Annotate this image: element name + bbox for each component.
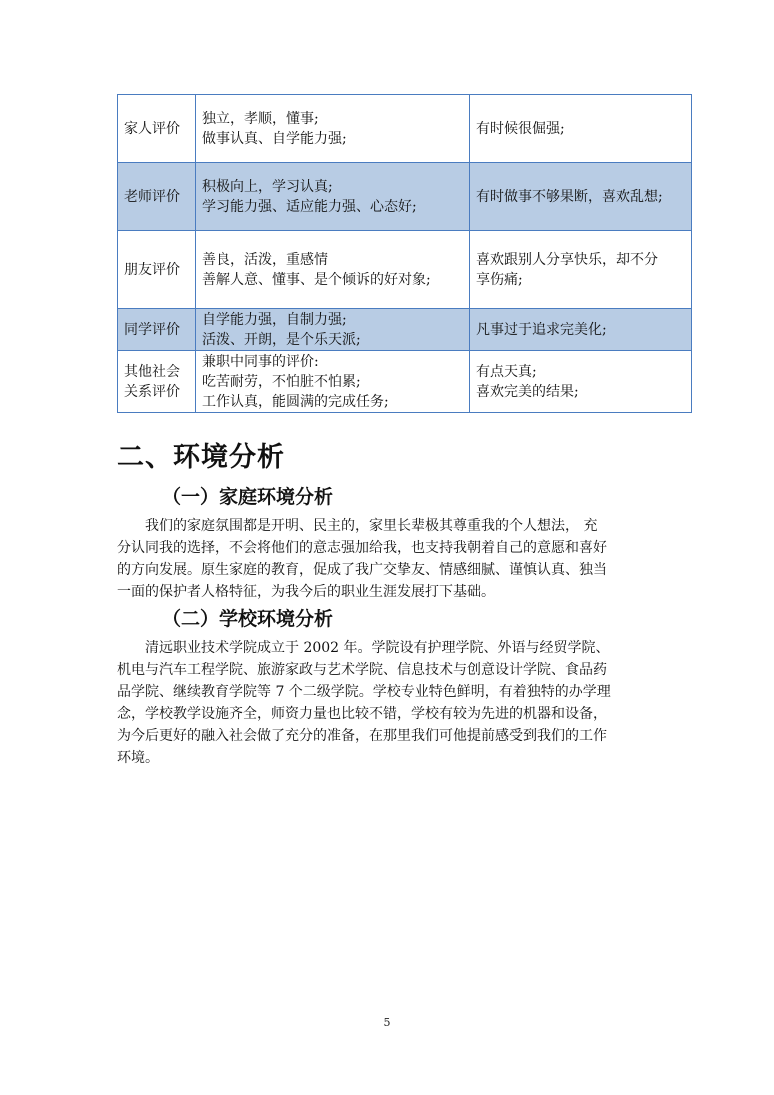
school-heading: （二）学校环境分析 <box>162 608 334 630</box>
strengths-cell <box>196 163 470 231</box>
paragraph-line: 念，学校教学设施齐全，师资力量也比较不错，学校有较为先进的机器和设备， <box>117 706 607 722</box>
paragraph-line: 环境。 <box>117 750 159 766</box>
category-cell <box>118 95 196 163</box>
cell-line: 喜欢跟别人分享快乐，却不分 <box>476 251 658 268</box>
paragraph-line: 分认同我的选择，不会将他们的意志强加给我，也支持我朝着自己的意愿和喜好 <box>117 540 607 556</box>
cell-line: 工作认真，能圆满的完成任务; <box>202 393 389 410</box>
cell-line: 善解人意、懂事、是个倾诉的好对象; <box>202 271 431 288</box>
paragraph-line: 我们的家庭氛围都是开明、民主的，家里长辈极其尊重我的个人想法， 充 <box>145 518 598 534</box>
paragraph-line: 的方向发展。原生家庭的教育，促成了我广交挚友、情感细腻、谨慎认真、独当 <box>117 562 607 578</box>
cell-line: 学习能力强、适应能力强、心态好; <box>202 198 417 215</box>
cell-line: 同学评价 <box>124 321 180 338</box>
cell-line: 喜欢完美的结果; <box>476 383 579 400</box>
cell-line: 吃苦耐劳，不怕脏不怕累; <box>202 373 361 390</box>
weaknesses-cell <box>470 163 692 231</box>
weaknesses-cell <box>470 351 692 413</box>
table-row <box>118 95 692 163</box>
family-paragraph <box>117 515 691 603</box>
cell-line: 享伤痛; <box>476 271 523 288</box>
paragraph-line: 为今后更好的融入社会做了充分的准备，在那里我们可他提前感受到我们的工作 <box>117 728 607 744</box>
cell-line: 善良，活泼，重感情 <box>202 251 328 268</box>
strengths-cell <box>196 95 470 163</box>
weaknesses-cell <box>470 95 692 163</box>
cell-line: 家人评价 <box>124 120 180 137</box>
table-row <box>118 351 692 413</box>
weaknesses-cell <box>470 309 692 351</box>
cell-line: 积极向上，学习认真; <box>202 178 333 195</box>
paragraph-line: 品学院、继续教育学院等 7 个二级学院。学校专业特色鲜明，有着独特的办学理 <box>117 684 611 700</box>
cell-line: 自学能力强，自制力强; <box>202 311 347 328</box>
category-cell <box>118 163 196 231</box>
cell-line: 兼职中同事的评价: <box>202 353 319 370</box>
table-row <box>118 231 692 309</box>
weaknesses-cell <box>470 231 692 309</box>
cell-line: 有时候很倔强; <box>476 120 565 137</box>
paragraph-line: 清远职业技术学院成立于 2002 年。学院设有护理学院、外语与经贸学院、 <box>145 640 610 656</box>
page-number: 5 <box>383 1016 391 1029</box>
category-cell <box>118 351 196 413</box>
table-row <box>118 163 692 231</box>
family-heading: （一）家庭环境分析 <box>162 486 334 508</box>
strengths-cell <box>196 351 470 413</box>
paragraph-line: 机电与汽车工程学院、旅游家政与艺术学院、信息技术与创意设计学院、食品药 <box>117 662 607 678</box>
category-cell <box>118 309 196 351</box>
paragraph-line: 一面的保护者人格特征，为我今后的职业生涯发展打下基础。 <box>117 584 495 600</box>
cell-line: 其他社会 <box>124 363 180 380</box>
strengths-cell <box>196 309 470 351</box>
cell-line: 做事认真、自学能力强; <box>202 130 347 147</box>
cell-line: 关系评价 <box>124 383 180 400</box>
cell-line: 活泼、开朗，是个乐天派; <box>202 331 361 348</box>
table-row <box>118 309 692 351</box>
cell-line: 老师评价 <box>124 188 180 205</box>
cell-line: 有点天真; <box>476 363 537 380</box>
cell-line: 有时做事不够果断，喜欢乱想; <box>476 188 663 205</box>
strengths-cell <box>196 231 470 309</box>
cell-line: 独立，孝顺，懂事; <box>202 110 319 127</box>
cell-line: 朋友评价 <box>124 261 180 278</box>
school-paragraph <box>117 637 691 769</box>
category-cell <box>118 231 196 309</box>
evaluation-table <box>117 94 692 413</box>
cell-line: 凡事过于追求完美化; <box>476 321 607 338</box>
section-title: 二、环境分析 <box>117 442 285 473</box>
